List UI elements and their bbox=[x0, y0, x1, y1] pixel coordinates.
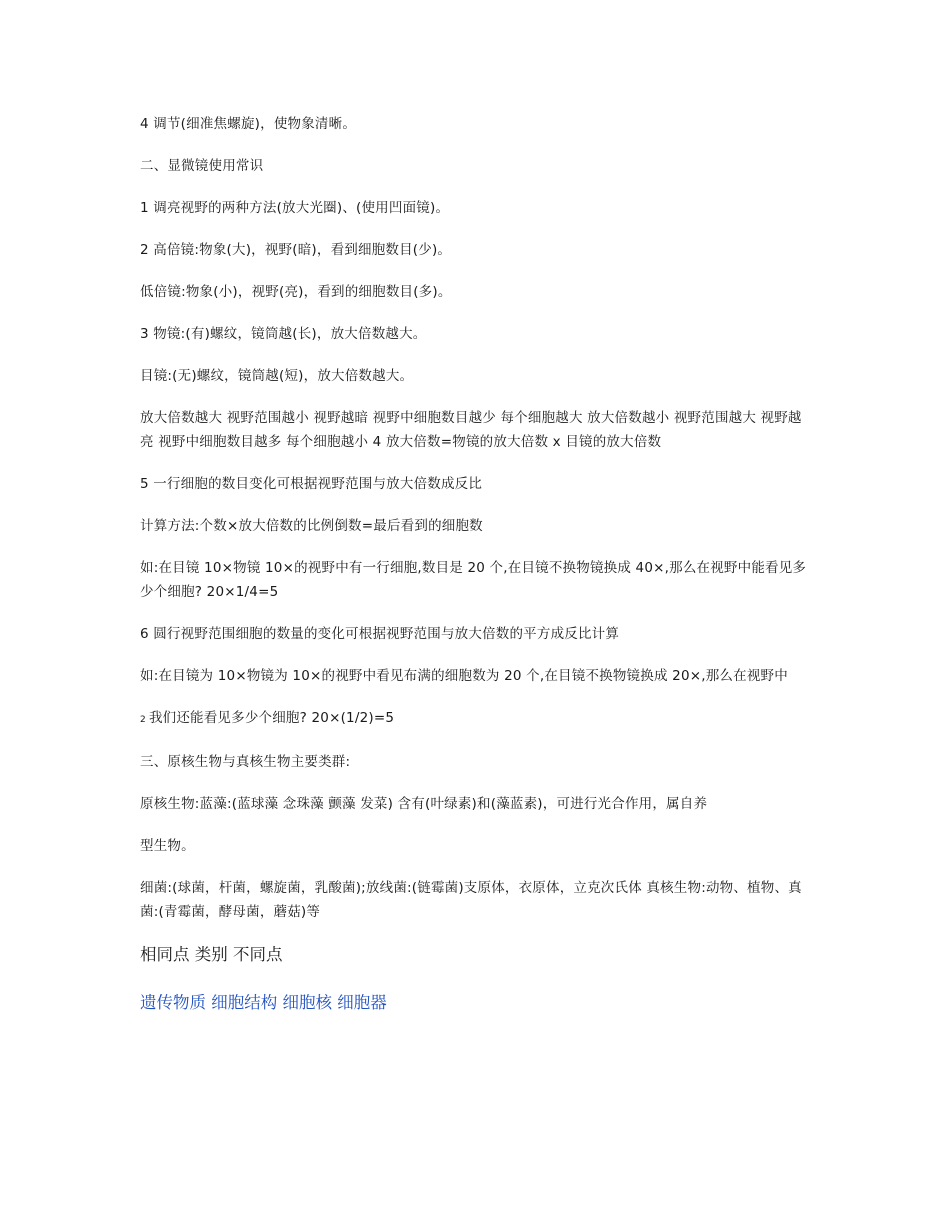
section-heading-organisms: 三、原核生物与真核生物主要类群: bbox=[140, 754, 351, 770]
paragraph-row-cells: 5 一行细胞的数目变化可根据视野范围与放大倍数成反比 bbox=[140, 476, 483, 492]
paragraph-circle-example-result-text: 我们还能看见多少个细胞? 20×(1/2)=5 bbox=[148, 710, 395, 726]
comparison-header: 相同点 类别 不同点 bbox=[140, 945, 283, 964]
paragraph-circle-cells: 6 圆行视野范围细胞的数量的变化可根据视野范围与放大倍数的平方成反比计算 bbox=[140, 626, 620, 642]
paragraph-circle-example-result bbox=[140, 706, 812, 732]
paragraph-circle-example: 如:在目镜为 10×物镜为 10×的视野中看见布满的细胞数为 20 个,在目镜不换物镜换成 20×,那么在视野中 bbox=[140, 668, 788, 684]
superscript-marker: 2 bbox=[140, 715, 146, 725]
paragraph-prokaryotes: 原核生物:蓝藻:(蓝球藻 念珠藻 颤藻 发菜) 含有(叶绿素)和(藻蓝素)，可进行光合作用，属自养 bbox=[140, 796, 708, 812]
paragraph-magnification-summary: 放大倍数越大 视野范围越小 视野越暗 视野中细胞数目越少 每个细胞越大 放大倍数越小 视野范围越大 视野越亮 视野中细胞数目越多 每个细胞越小 4 放大倍数=物镜的放大倍数 x 目镜的放大倍数 bbox=[140, 410, 802, 450]
paragraph-brighten-view: 1 调亮视野的两种方法(放大光圈)、(使用凹面镜)。 bbox=[140, 200, 450, 216]
section-heading-microscope-usage: 二、显微镜使用常识 bbox=[140, 158, 264, 174]
comparison-items: 遗传物质 细胞结构 细胞核 细胞器 bbox=[140, 993, 387, 1012]
paragraph-bacteria-eukaryotes: 细菌:(球菌，杆菌，螺旋菌，乳酸菌);放线菌:(链霉菌)支原体，衣原体，立克次氏体 真核生物:动物、植物、真菌:(青霉菌，酵母菌，蘑菇)等 bbox=[140, 880, 802, 920]
document-body bbox=[140, 112, 812, 1016]
paragraph-row-example: 如:在目镜 10×物镜 10×的视野中有一行细胞,数目是 20 个,在目镜不换物镜换成 40×,那么在视野中能看见多少个细胞? 20×1/4=5 bbox=[140, 560, 807, 600]
paragraph-high-power: 2 高倍镜:物象(大)，视野(暗)，看到细胞数目(少)。 bbox=[140, 242, 452, 258]
paragraph-step-4: 4 调节(细准焦螺旋)，使物象清晰。 bbox=[140, 116, 357, 132]
paragraph-eyepiece: 目镜:(无)螺纹，镜筒越(短)，放大倍数越大。 bbox=[140, 368, 414, 384]
paragraph-objective-lens: 3 物镜:(有)螺纹，镜筒越(长)，放大倍数越大。 bbox=[140, 326, 427, 342]
paragraph-calculation-method: 计算方法:个数×放大倍数的比例倒数=最后看到的细胞数 bbox=[140, 518, 483, 534]
paragraph-prokaryotes-cont: 型生物。 bbox=[140, 838, 195, 854]
paragraph-low-power: 低倍镜:物象(小)，视野(亮)，看到的细胞数目(多)。 bbox=[140, 284, 452, 300]
